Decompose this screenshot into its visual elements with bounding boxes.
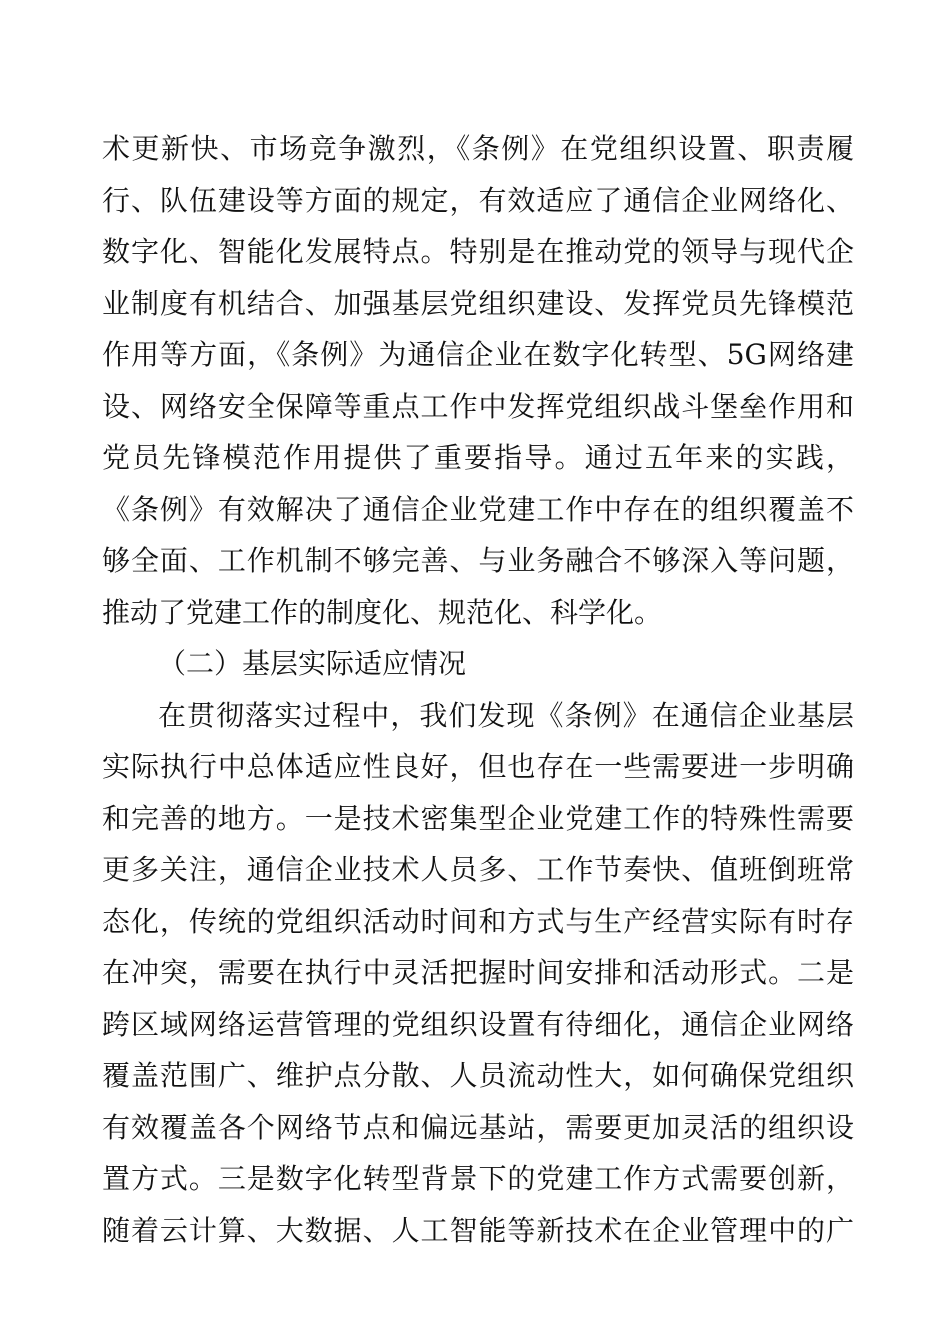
text-line: 在冲突，需要在执行中灵活把握时间安排和活动形式。二是	[102, 956, 854, 989]
text-line: 覆盖范围广、维护点分散、人员流动性大，如何确保党组织	[102, 1059, 854, 1092]
text-line: 数字化、智能化发展特点。特别是在推动党的领导与现代企	[102, 235, 854, 268]
text-line: 够全面、工作机制不够完善、与业务融合不够深入等问题，	[102, 544, 854, 577]
paragraph-2	[102, 690, 854, 1257]
text-line: 作用等方面，《条例》为通信企业在数字化转型、5G网络建	[102, 338, 854, 371]
text-line: 态化，传统的党组织活动时间和方式与生产经营实际有时存	[102, 904, 854, 938]
text-line: 党员先锋模范作用提供了重要指导。通过五年来的实践，	[102, 441, 854, 474]
text-line: 在贯彻落实过程中，我们发现《条例》在通信企业基层	[158, 698, 854, 732]
text-line: 推动了党建工作的制度化、规范化、科学化。	[102, 595, 663, 629]
text-line: 跨区域网络运营管理的党组织设置有待细化，通信企业网络	[102, 1007, 854, 1041]
text-line: 随着云计算、大数据、人工智能等新技术在企业管理中的广	[102, 1213, 854, 1247]
text-line: 术更新快、市场竞争激烈，《条例》在党组织设置、职责履	[102, 132, 854, 165]
text-line: 实际执行中总体适应性良好，但也存在一些需要进一步明确	[102, 750, 854, 783]
paragraph-1	[102, 123, 854, 638]
text-line: 更多关注，通信企业技术人员多、工作节奏快、值班倒班常	[102, 853, 854, 886]
section-heading: （二）基层实际适应情况	[158, 647, 467, 680]
text-line: 业制度有机结合、加强基层党组织建设、发挥党员先锋模范	[102, 286, 854, 320]
text-line: 《条例》有效解决了通信企业党建工作中存在的组织覆盖不	[102, 492, 854, 526]
text-line: 行、队伍建设等方面的规定，有效适应了通信企业网络化、	[102, 183, 854, 217]
document-body	[102, 123, 854, 1256]
text-line: 和完善的地方。一是技术密集型企业党建工作的特殊性需要	[102, 801, 854, 835]
text-line: 有效覆盖各个网络节点和偏远基站，需要更加灵活的组织设	[102, 1110, 854, 1144]
text-line: 设、网络安全保障等重点工作中发挥党组织战斗堡垒作用和	[102, 389, 854, 423]
text-line: 置方式。三是数字化转型背景下的党建工作方式需要创新，	[102, 1162, 854, 1195]
